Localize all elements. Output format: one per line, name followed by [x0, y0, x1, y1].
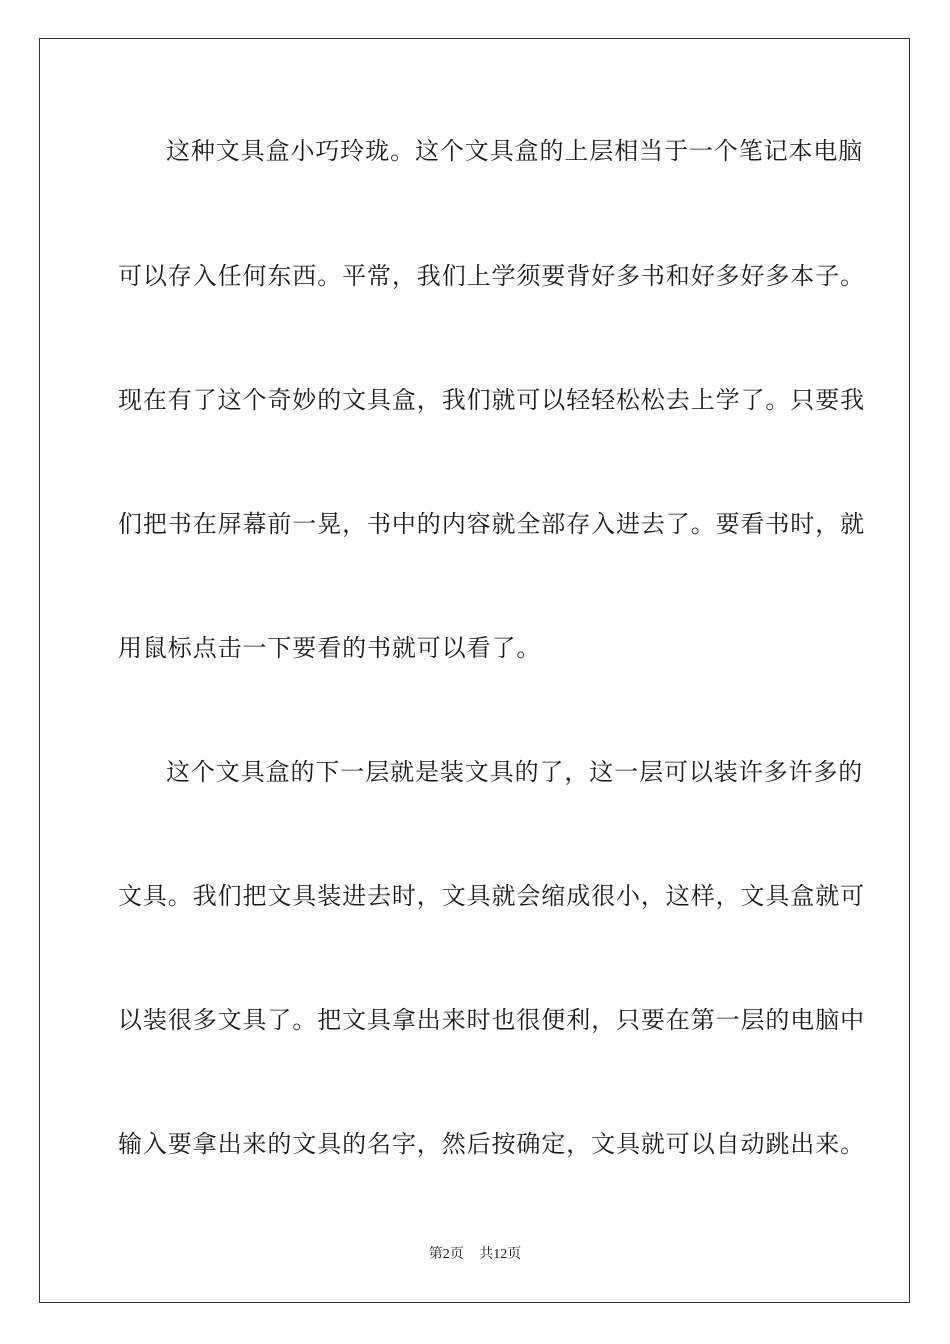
page-number: 第2页: [428, 1247, 464, 1262]
paragraph-1-line-3: 现在有了这个奇妙的文具盒，我们就可以轻轻松松去上学了。只要我: [118, 386, 865, 414]
paragraph-2-line-4: 输入要拿出来的文具的名字，然后按确定，文具就可以自动跳出来。: [118, 1130, 865, 1158]
paragraph-2-line-1: 这个文具盒的下一层就是装文具的了，这一层可以装许多许多的: [166, 758, 864, 786]
page-total: 共12页: [479, 1247, 522, 1262]
page-border: [39, 38, 910, 1303]
paragraph-2-line-3: 以装很多文具了。把文具拿出来时也很便利，只要在第一层的电脑中: [118, 1006, 865, 1034]
paragraph-1-line-2: 可以存入任何东西。平常，我们上学须要背好多书和好多好多本子。: [118, 262, 865, 290]
paragraph-1-line-4: 们把书在屏幕前一晃，书中的内容就全部存入进去了。要看书时，就: [118, 510, 865, 538]
page-footer: [0, 1246, 950, 1264]
paragraph-1-line-1: 这种文具盒小巧玲珑。这个文具盒的上层相当于一个笔记本电脑: [166, 137, 864, 165]
paragraph-1-line-5: 用鼠标点击一下要看的书就可以看了。: [118, 634, 542, 662]
paragraph-2-line-2: 文具。我们把文具装进去时，文具就会缩成很小，这样，文具盒就可: [118, 882, 865, 910]
